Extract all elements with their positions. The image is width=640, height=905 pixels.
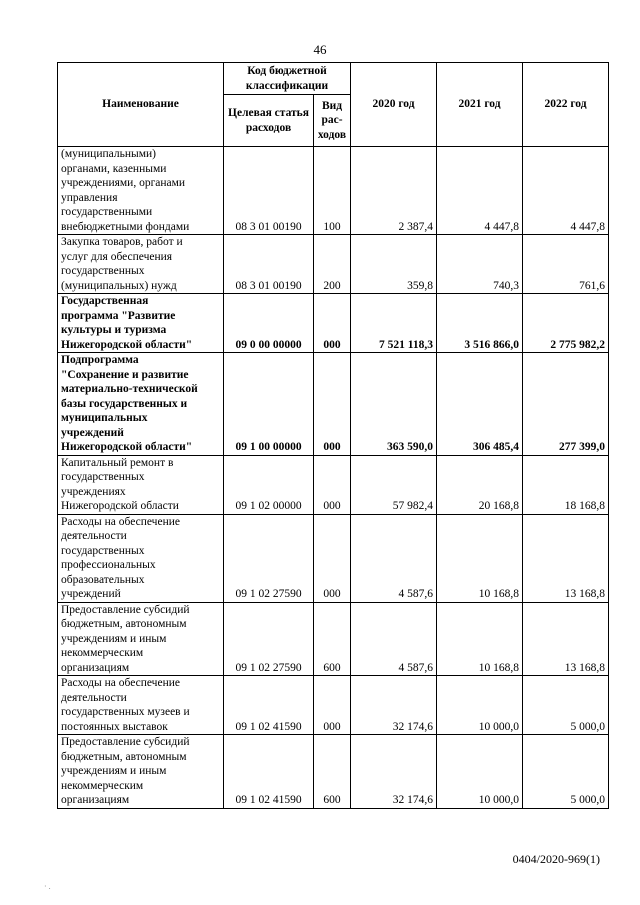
- row-2021-cell: 20 168,8: [437, 455, 523, 514]
- row-2021-cell: 10 000,0: [437, 676, 523, 735]
- col-header-2021: 2021 год: [437, 63, 523, 147]
- row-2020-cell: 7 521 118,3: [351, 294, 437, 353]
- row-target-code-cell: 09 1 02 00000: [224, 455, 314, 514]
- budget-table: [57, 62, 609, 809]
- row-2020-cell: 32 174,6: [351, 676, 437, 735]
- row-vid-cell: 000: [314, 514, 351, 602]
- row-target-code-cell: 09 1 02 41590: [224, 676, 314, 735]
- row-2022-cell: 2 775 982,2: [523, 294, 609, 353]
- row-2021-cell: 3 516 866,0: [437, 294, 523, 353]
- row-vid-cell: 600: [314, 602, 351, 676]
- row-name-cell: Капитальный ремонт в государственных учреждениях Нижегородской области: [58, 455, 224, 514]
- row-2021-cell: 10 000,0: [437, 735, 523, 809]
- row-2020-cell: 4 587,6: [351, 602, 437, 676]
- row-2022-cell: 13 168,8: [523, 514, 609, 602]
- row-2021-cell: 740,3: [437, 235, 523, 294]
- row-2022-cell: 13 168,8: [523, 602, 609, 676]
- row-vid-cell: 000: [314, 353, 351, 456]
- table-row: [58, 602, 609, 676]
- row-target-code-cell: 08 3 01 00190: [224, 147, 314, 235]
- table-body: [58, 147, 609, 809]
- table-header: [58, 63, 609, 147]
- row-2022-cell: 18 168,8: [523, 455, 609, 514]
- row-2022-cell: 5 000,0: [523, 735, 609, 809]
- row-vid-cell: 600: [314, 735, 351, 809]
- table-row: [58, 735, 609, 809]
- row-2020-cell: 32 174,6: [351, 735, 437, 809]
- col-header-2022: 2022 год: [523, 63, 609, 147]
- row-name-cell: Государственная программа "Развитие культуры и туризма Нижегородской области": [58, 294, 224, 353]
- row-name-cell: Расходы на обеспечение деятельности государственных профессиональных образовательных учреждений: [58, 514, 224, 602]
- row-2022-cell: 5 000,0: [523, 676, 609, 735]
- row-target-code-cell: 09 1 02 41590: [224, 735, 314, 809]
- document-id: 0404/2020-969(1): [512, 852, 600, 866]
- row-2021-cell: 4 447,8: [437, 147, 523, 235]
- row-name-cell: Предоставление субсидий бюджетным, автономным учреждениям и иным некоммерческим организациям: [58, 602, 224, 676]
- col-header-name: Наименование: [58, 63, 224, 147]
- row-target-code-cell: 09 1 02 27590: [224, 514, 314, 602]
- row-2021-cell: 306 485,4: [437, 353, 523, 456]
- table-row: [58, 455, 609, 514]
- row-name-cell: (муниципальными) органами, казенными учреждениями, органами управления государственными внебюджетными фондами: [58, 147, 224, 235]
- row-name-cell: Предоставление субсидий бюджетным, автономным учреждениям и иным некоммерческим организациям: [58, 735, 224, 809]
- row-name-cell: Закупка товаров, работ и услуг для обеспечения государственных (муниципальных) нужд: [58, 235, 224, 294]
- row-2022-cell: 277 399,0: [523, 353, 609, 456]
- row-2022-cell: 761,6: [523, 235, 609, 294]
- table-row: [58, 147, 609, 235]
- row-2020-cell: 57 982,4: [351, 455, 437, 514]
- row-vid-cell: 000: [314, 676, 351, 735]
- table-row: [58, 676, 609, 735]
- row-2021-cell: 10 168,8: [437, 514, 523, 602]
- col-header-2020: 2020 год: [351, 63, 437, 147]
- col-header-vid: Вид рас-ходов: [314, 95, 351, 147]
- col-header-target: Целевая статья расходов: [224, 95, 314, 147]
- row-name-cell: Подпрограмма "Сохранение и развитие материально-технической базы государственных и муниципальных учреждений Нижегородской области": [58, 353, 224, 456]
- row-vid-cell: 000: [314, 294, 351, 353]
- table-row: [58, 353, 609, 456]
- row-name-cell: Расходы на обеспечение деятельности государственных музеев и постоянных выставок: [58, 676, 224, 735]
- row-2020-cell: 359,8: [351, 235, 437, 294]
- row-vid-cell: 100: [314, 147, 351, 235]
- row-2020-cell: 2 387,4: [351, 147, 437, 235]
- row-vid-cell: 200: [314, 235, 351, 294]
- table-row: [58, 235, 609, 294]
- table-row: [58, 514, 609, 602]
- row-target-code-cell: 08 3 01 00190: [224, 235, 314, 294]
- col-header-code-group: Код бюджетной классификации: [224, 63, 351, 95]
- row-2022-cell: 4 447,8: [523, 147, 609, 235]
- table-row: [58, 294, 609, 353]
- row-2020-cell: 363 590,0: [351, 353, 437, 456]
- margin-mark: · .: [44, 882, 51, 891]
- row-2020-cell: 4 587,6: [351, 514, 437, 602]
- row-vid-cell: 000: [314, 455, 351, 514]
- row-target-code-cell: 09 1 02 27590: [224, 602, 314, 676]
- row-target-code-cell: 09 0 00 00000: [224, 294, 314, 353]
- row-target-code-cell: 09 1 00 00000: [224, 353, 314, 456]
- page-number: 46: [313, 42, 327, 57]
- row-2021-cell: 10 168,8: [437, 602, 523, 676]
